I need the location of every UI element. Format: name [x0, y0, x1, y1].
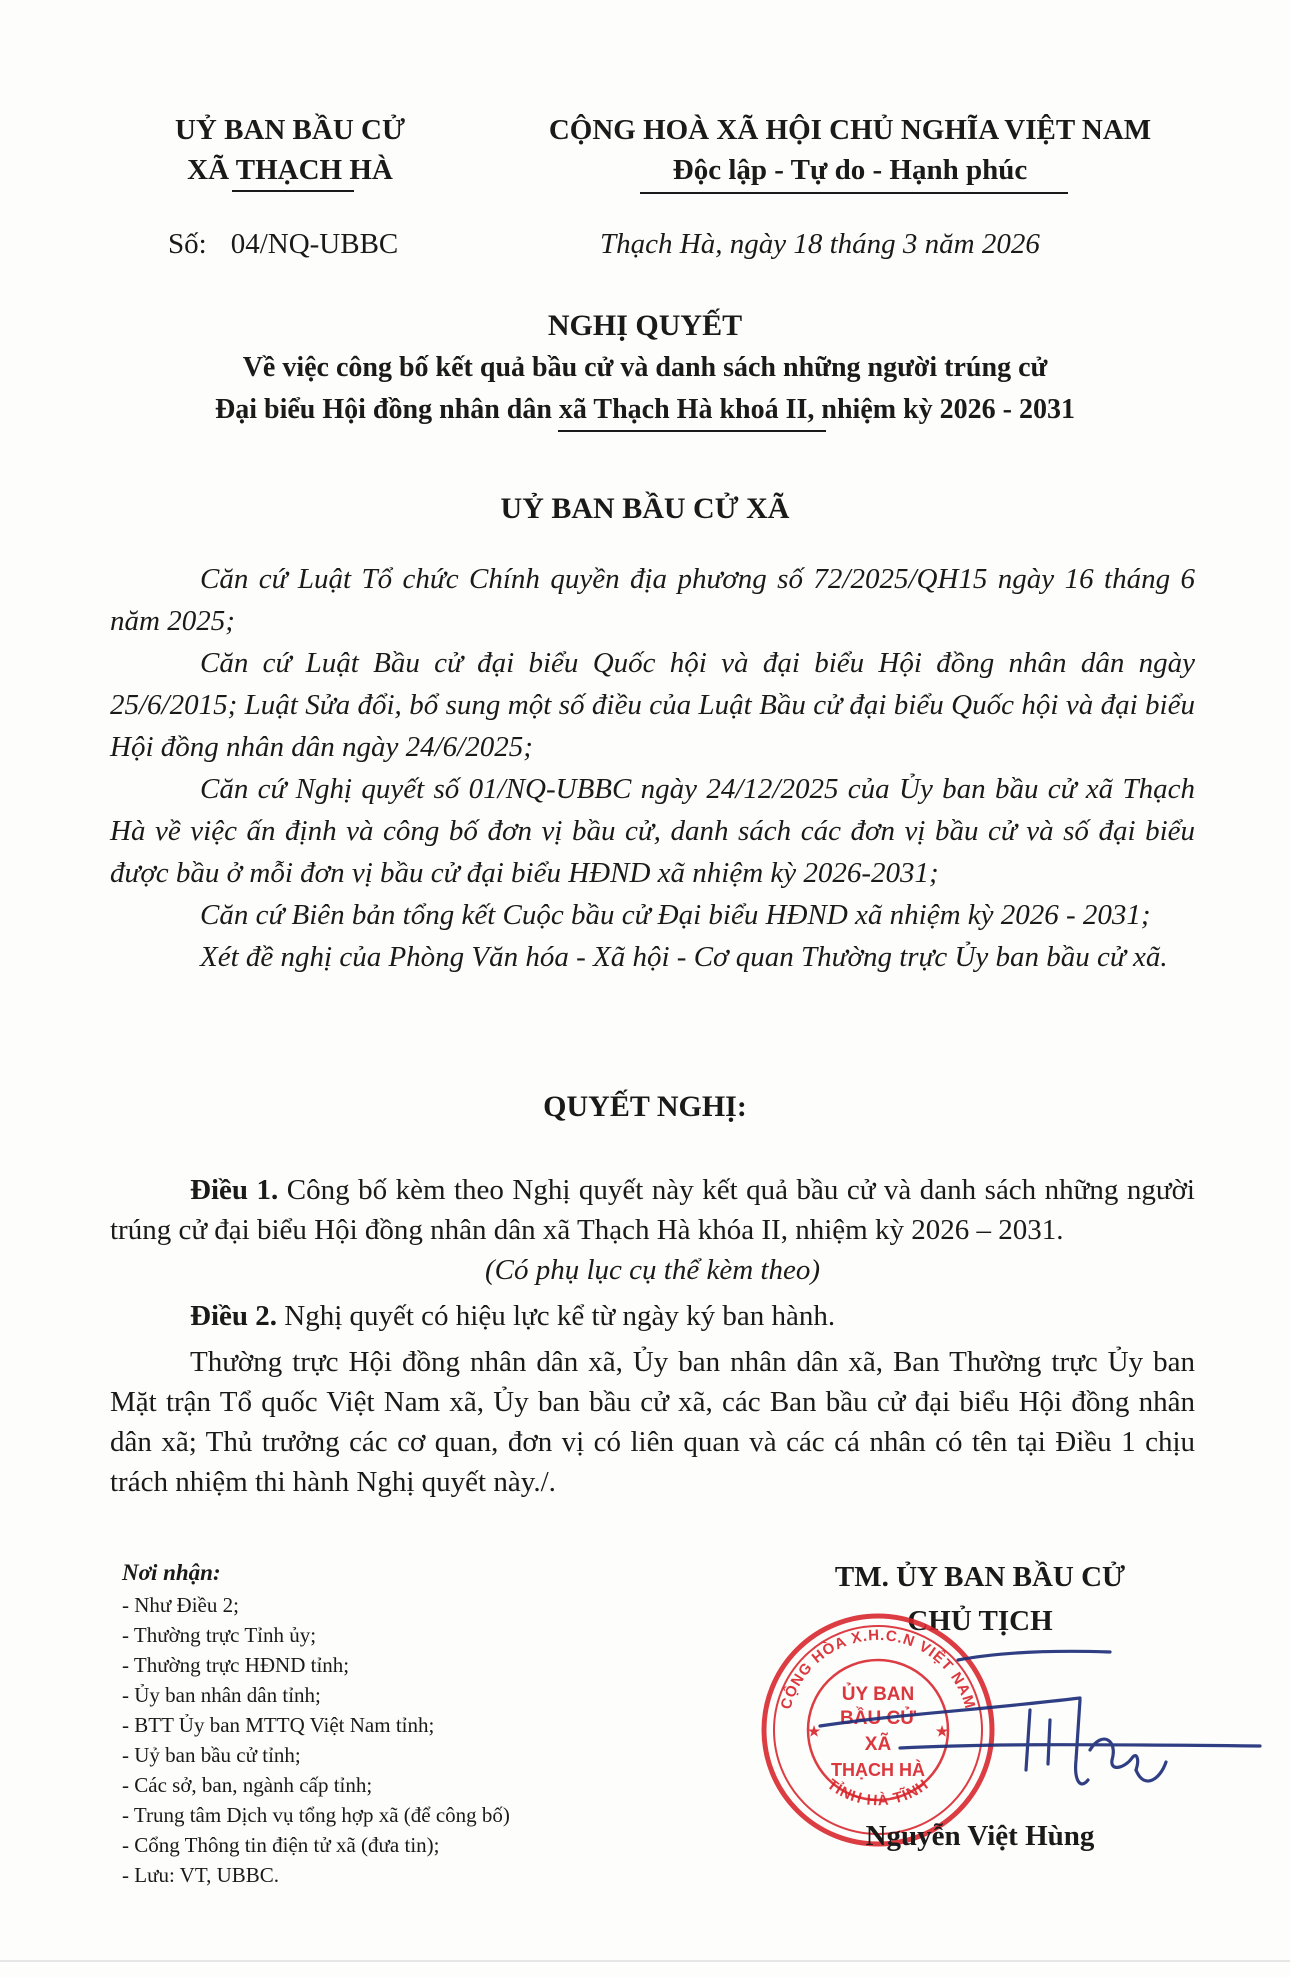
agency-line-1: UỶ BAN BẦU CỬ [174, 114, 406, 146]
recipient-item: - Như Điều 2; [122, 1593, 239, 1617]
article-1-label: Điều 1. [190, 1174, 279, 1206]
motto-underline [640, 192, 1068, 194]
recipient-item: - Lưu: VT, UBBC. [122, 1863, 280, 1887]
title-underline [558, 430, 826, 432]
articles [110, 1170, 1195, 1502]
recipient-item: - Thường trực Tỉnh ủy; [122, 1623, 317, 1647]
motto: Độc lập - Tự do - Hạnh phúc [672, 154, 1028, 186]
basis-item: Căn cứ Nghị quyết số 01/NQ-UBBC ngày 24/12/2025 của Ủy ban bầu cử xã Thạch Hà về việc ấn định và công bố đơn vị bầu cử, danh sách các đơn vị bầu cử và số đại biểu được bầu ở mỗi đơn vị bầu cử đại biểu HĐND xã nhiệm kỳ 2026-2031; [110, 773, 1195, 889]
recipient-item: - Cổng Thông tin điện tử xã (đưa tin); [122, 1833, 440, 1857]
title-subject-2: Đại biểu Hội đồng nhân dân xã Thạch Hà khoá II, nhiệm kỳ 2026 - 2031 [215, 394, 1075, 425]
basis-item: Xét đề nghị của Phòng Văn hóa - Xã hội - Cơ quan Thường trực Ủy ban bầu cử xã. [200, 941, 1168, 973]
recipient-item: - Trung tâm Dịch vụ tổng hợp xã (để công bố) [122, 1803, 510, 1827]
article-1-text: Công bố kèm theo Nghị quyết này kết quả bầu cử và danh sách những người trúng cử đại biểu Hội đồng nhân dân xã Thạch Hà khóa II, nhiệm kỳ 2026 – 2031. [110, 1174, 1195, 1246]
recipient-item: - Thường trực HĐND tỉnh; [122, 1653, 350, 1677]
basis-item: Căn cứ Biên bản tổng kết Cuộc bầu cử Đại biểu HĐND xã nhiệm kỳ 2026 - 2031; [200, 899, 1151, 931]
agency-underline [232, 190, 354, 192]
scan-edge [0, 1960, 1290, 1962]
signer-position: CHỦ TỊCH [907, 1605, 1053, 1637]
document-number-value: 04/NQ-UBBC [230, 228, 399, 260]
document-title [60, 305, 1230, 431]
recipient-item: - Ủy ban nhân dân tỉnh; [122, 1683, 321, 1707]
signer-on-behalf: TM. ỦY BAN BẦU CỬ [834, 1561, 1126, 1593]
seal-line-1: ỦY BAN [841, 1684, 915, 1705]
basis-item: Căn cứ Luật Bầu cử đại biểu Quốc hội và đại biểu Hội đồng nhân dân ngày 25/6/2015; Luật Sửa đổi, bổ sung một số điều của Luật Bầu cử đại biểu Quốc hội và đại biểu Hội đồng nhân dân ngày 24/6/2025; [110, 647, 1195, 763]
recipient-item: - Các sở, ban, ngành cấp tỉnh; [122, 1773, 373, 1797]
svg-text:★: ★ [807, 1723, 821, 1739]
recipient-item: - BTT Ủy ban MTTQ Việt Nam tỉnh; [122, 1713, 435, 1737]
title-main: NGHỊ QUYẾT [547, 309, 743, 342]
execution-clause: Thường trực Hội đồng nhân dân xã, Ủy ban nhân dân xã, Ban Thường trực Ủy ban Mặt trận Tổ quốc Việt Nam xã, Ủy ban bầu cử xã, các Ban bầu cử đại biểu Hội đồng nhân dân xã; Thủ trưởng các cơ quan, đơn vị có liên quan và các cá nhân có tên tại Điều 1 chịu trách nhiệm thi hành Nghị quyết này./. [110, 1346, 1195, 1498]
document-date: Thạch Hà, ngày 18 tháng 3 năm 2026 [600, 228, 1040, 260]
recipient-item: - Uỷ ban bầu cử tỉnh; [122, 1743, 301, 1767]
document-number [168, 228, 398, 261]
seal-bottom-text: TỈNH HÀ TĨNH [823, 1775, 933, 1810]
recipients-title: Nơi nhận: [122, 1560, 221, 1585]
article-1-note: (Có phụ lục cụ thể kèm theo) [484, 1254, 820, 1286]
country-name: CỘNG HOÀ XÃ HỘI CHỦ NGHĨA VIỆT NAM [548, 114, 1152, 146]
seal-line-2: BẦU CỬ [840, 1708, 916, 1729]
title-subject-1: Về việc công bố kết quả bầu cử và danh sách những người trúng cử [242, 352, 1048, 383]
seal-line-3: XÃ [864, 1734, 892, 1755]
article-2 [110, 1296, 1195, 1336]
article-1 [110, 1170, 1195, 1250]
article-2-text: Nghị quyết có hiệu lực kể từ ngày ký ban hành. [277, 1300, 836, 1332]
seal-line-4: THẠCH HÀ [831, 1760, 925, 1780]
seal-ring-text: CỘNG HÒA X.H.C.N VIỆT NAM [777, 1626, 979, 1712]
legal-basis [110, 558, 1195, 978]
issuing-agency [100, 110, 480, 190]
article-2-label: Điều 2. [190, 1300, 277, 1332]
committee-heading: UỶ BAN BẦU CỬ XÃ [500, 492, 790, 525]
resolve-heading: QUYẾT NGHỊ: [543, 1090, 747, 1123]
national-motto [500, 110, 1200, 190]
svg-text:★: ★ [935, 1723, 949, 1739]
document-number-label: Số: [168, 228, 207, 260]
signer-name: Nguyễn Việt Hùng [865, 1820, 1095, 1852]
basis-item: Căn cứ Luật Tổ chức Chính quyền địa phương số 72/2025/QH15 ngày 16 tháng 6 năm 2025; [110, 563, 1195, 637]
agency-line-2: XÃ THẠCH HÀ [187, 154, 393, 186]
recipients [122, 1558, 682, 1890]
